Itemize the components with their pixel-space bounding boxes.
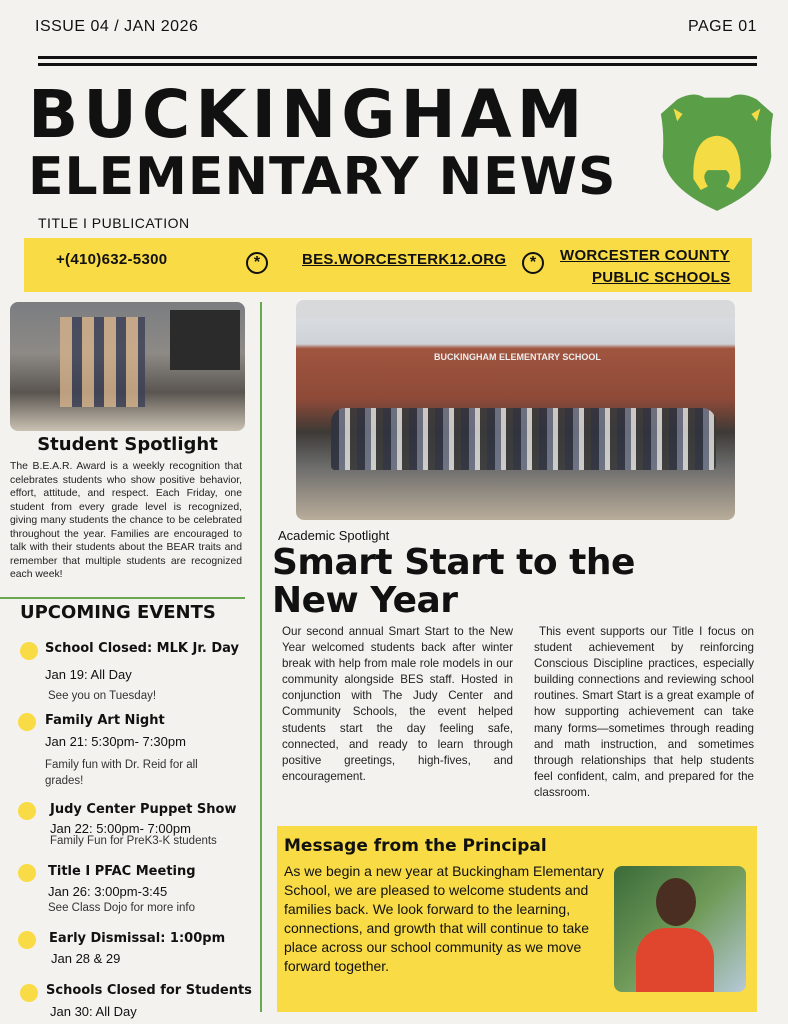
student-spotlight-heading: Student Spotlight (37, 434, 218, 455)
bullet-icon (20, 984, 38, 1002)
divider (0, 597, 245, 599)
event-note: See you on Tuesday! (48, 690, 157, 702)
contact-bar (24, 238, 752, 292)
column-divider (260, 302, 262, 1012)
principal-message: As we begin a new year at Buckingham Elementary School, we are pleased to welcome students and families back. We look forward to the learning, connections, and growth that will continue to take place across our school community as we move forward together. (284, 863, 604, 974)
event-title: Title I PFAC Meeting (48, 864, 196, 879)
event-date: Jan 21: 5:30pm- 7:30pm (45, 734, 186, 749)
bullet-icon (20, 642, 38, 660)
bullet-icon (18, 864, 36, 882)
event-date: Jan 19: All Day (45, 667, 132, 682)
upcoming-events-heading: UPCOMING EVENTS (20, 602, 216, 623)
event-date: Jan 28 & 29 (51, 951, 121, 966)
bullet-icon (18, 931, 36, 949)
bullet-icon (18, 713, 36, 731)
article-column-1: Our second annual Smart Start to the New Year welcomed students back after winter break with help from male role models in our community alongside BES staff. Hosted in conjunction with The Judy Center and Community Schools, the event helped students start the day feeling safe, connected, and ready to learn through positive greetings, high-fives, and encouragement. (282, 625, 513, 783)
issue-label: ISSUE 04 / JAN 2026 (35, 18, 199, 35)
smart-start-group-photo (296, 300, 735, 520)
district-link-line2[interactable]: PUBLIC SCHOOLS (592, 269, 731, 286)
event-title: School Closed: MLK Jr. Day (45, 641, 239, 656)
website-link[interactable]: BES.WORCESTERK12.ORG (302, 251, 507, 268)
event-note: See Class Dojo for more info (48, 902, 196, 914)
principal-photo (614, 866, 746, 992)
event-date: Jan 22: 5:00pm- 7:00pm (50, 821, 191, 836)
event-date: Jan 30: All Day (50, 1004, 137, 1019)
article-kicker: Academic Spotlight (278, 528, 390, 543)
student-spotlight-body: The B.E.A.R. Award is a weekly recognition that celebrates students who show positive behavior, effort, attitude, and respect. Each Friday, one student from every grade level is recognized, giving many students the chance to be celebrated throughout the year. Families are encouraged to talk with their students about the BEAR traits and remember that multiple students are recognized each week! (10, 461, 242, 580)
event-note: Family fun with Dr. Reid for all grades! (45, 759, 198, 787)
article-title: Smart Start to the New Year (272, 542, 635, 621)
phone-number[interactable]: +(410)632-5300 (56, 251, 168, 268)
event-date: Jan 26: 3:00pm-3:45 (48, 884, 168, 899)
event-title: Judy Center Puppet Show (50, 802, 237, 817)
asterisk-icon: * (522, 252, 544, 274)
district-link-line1[interactable]: WORCESTER COUNTY (560, 247, 730, 264)
masthead-title: BUCKINGHAM (28, 76, 588, 153)
student-award-photo (10, 302, 245, 431)
bullet-icon (18, 802, 36, 820)
bear-logo-icon (650, 85, 784, 219)
masthead-title-line2: ELEMENTARY NEWS (28, 147, 617, 207)
asterisk-icon: * (246, 252, 268, 274)
publication-subtitle: TITLE I PUBLICATION (38, 215, 190, 231)
event-note: Family Fun for PreK3-K students (50, 835, 217, 847)
event-title: Early Dismissal: 1:00pm (49, 931, 226, 946)
article-column-2: This event supports our Title I focus on student achievement by reinforcing Conscious Discipline practices, especially building connections and reviewing school routines. Smart Start is a great example of how supporting achievement can take many forms—sometimes through reading and math instruction, and sometimes through relationships that help students feel confident, calm, and prepared for the classroom. (534, 625, 754, 799)
photo-building-sign: BUCKINGHAM ELEMENTARY SCHOOL (434, 352, 601, 362)
event-title: Schools Closed for Students (46, 983, 252, 998)
divider (38, 63, 757, 66)
page-number: PAGE 01 (687, 18, 757, 35)
event-title: Family Art Night (45, 713, 165, 728)
principal-heading: Message from the Principal (284, 836, 547, 856)
divider (38, 56, 757, 59)
